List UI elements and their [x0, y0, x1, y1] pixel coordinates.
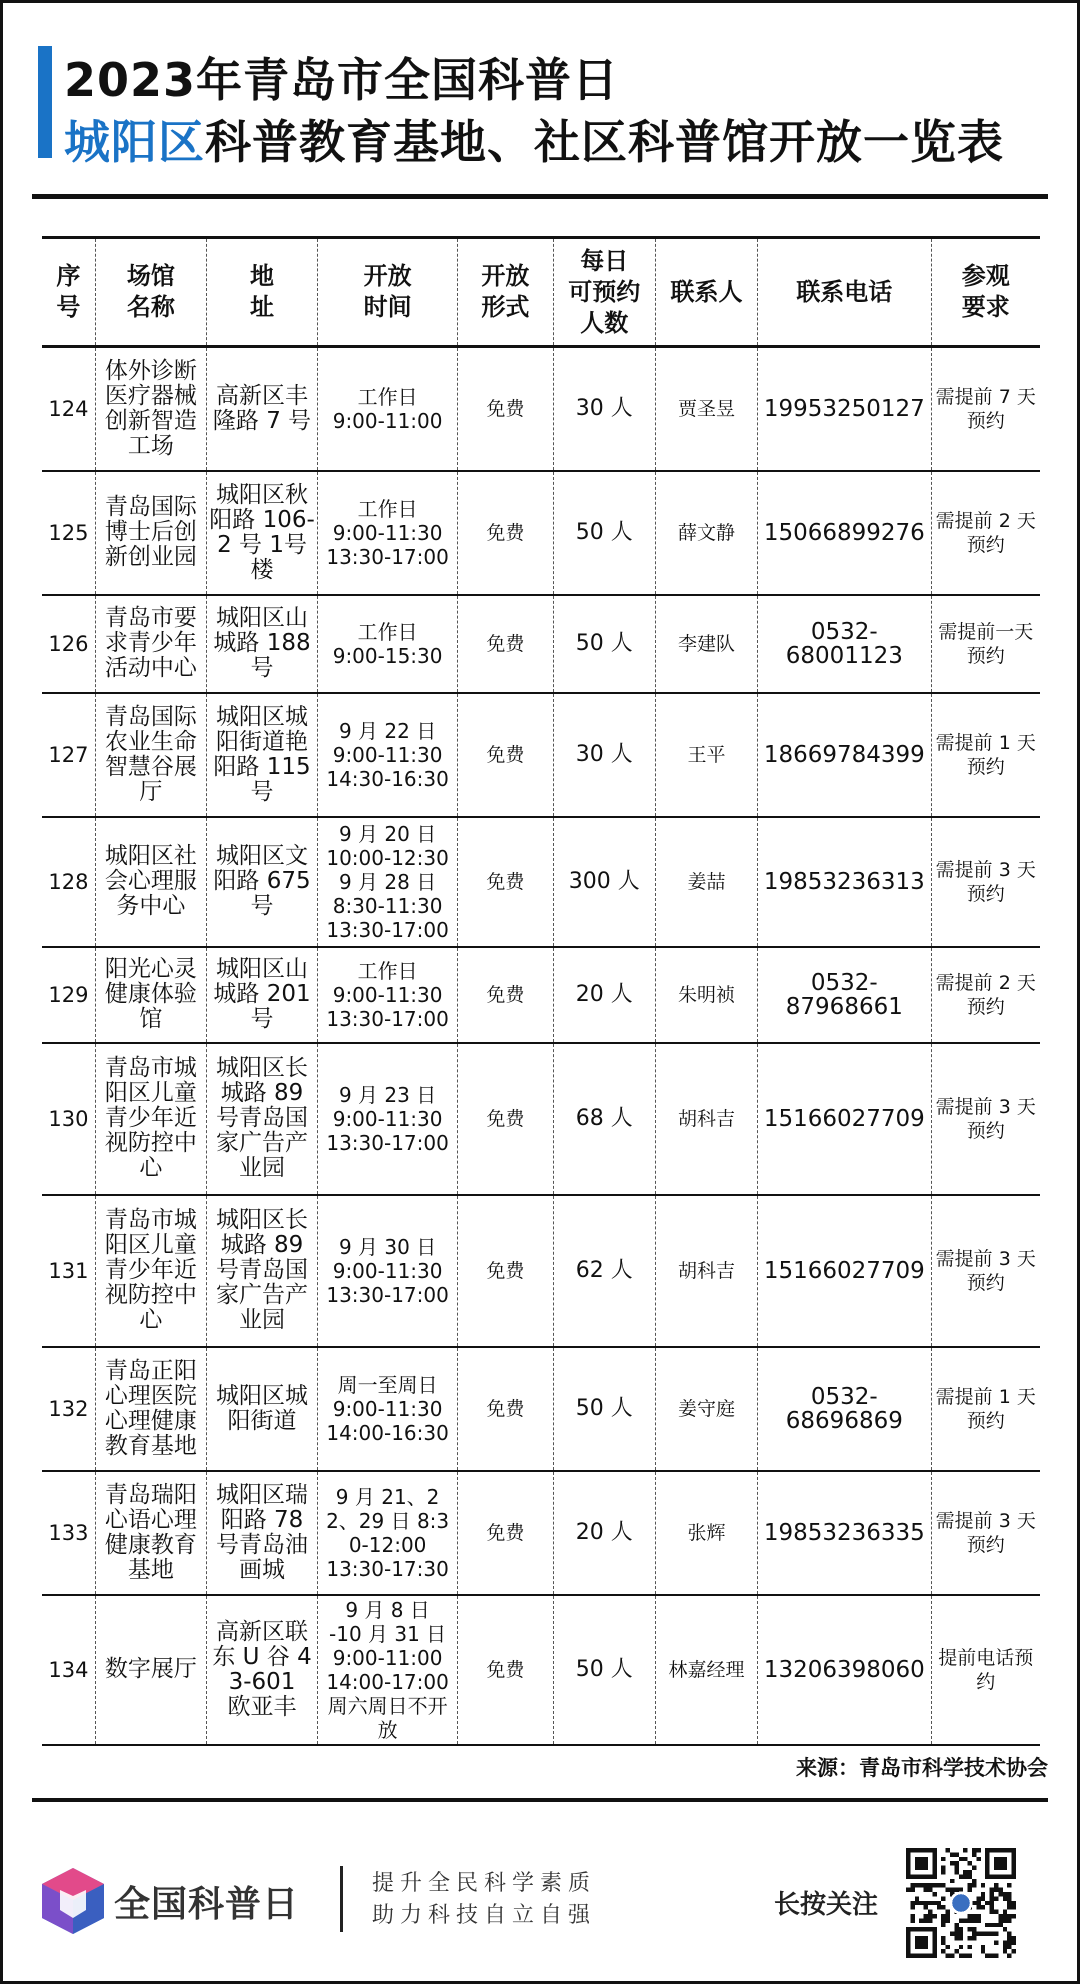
cell-address: 城阳区山城路 188 号 — [206, 595, 317, 693]
cell-no: 133 — [42, 1471, 95, 1595]
cell-address: 高新区丰隆路 7 号 — [206, 347, 317, 471]
column-header: 序 号 — [42, 238, 95, 347]
cell-no: 127 — [42, 693, 95, 817]
cell-name: 青岛市城阳区儿童青少年近视防控中心 — [95, 1043, 206, 1195]
source-note: 来源：青岛市科学技术协会 — [796, 1756, 1048, 1780]
cell-quota: 300 人 — [553, 817, 655, 947]
column-header: 联系人 — [655, 238, 757, 347]
cell-phone: 18669784399 — [758, 693, 931, 817]
cell-time: 9 月 30 日 9:00-11:30 13:30-17:00 — [318, 1195, 458, 1347]
column-header: 场馆 名称 — [95, 238, 206, 347]
cell-req: 需提前 3 天预约 — [931, 1043, 1040, 1195]
cell-name: 阳光心灵健康体验馆 — [95, 947, 206, 1043]
cell-mode: 免费 — [458, 1043, 554, 1195]
cell-quota: 20 人 — [553, 947, 655, 1043]
cell-name: 青岛正阳心理医院心理健康教育基地 — [95, 1347, 206, 1471]
table-row — [42, 947, 1040, 1043]
cell-time: 工作日 9:00-11:30 13:30-17:00 — [318, 947, 458, 1043]
cell-contact: 林嘉经理 — [655, 1595, 757, 1745]
cell-mode: 免费 — [458, 947, 554, 1043]
title-accent-bar — [38, 46, 52, 158]
cell-quota: 50 人 — [553, 1347, 655, 1471]
cell-contact: 贾圣昱 — [655, 347, 757, 471]
table-header-row — [42, 238, 1040, 347]
cell-time: 9 月 23 日 9:00-11:30 13:30-17:00 — [318, 1043, 458, 1195]
table-row — [42, 1195, 1040, 1347]
cell-phone: 19853236335 — [758, 1471, 931, 1595]
cell-address: 高新区联东 U 谷 43-601 欧亚丰 — [206, 1595, 317, 1745]
cell-address: 城阳区文阳路 675 号 — [206, 817, 317, 947]
cell-no: 129 — [42, 947, 95, 1043]
table-row — [42, 693, 1040, 817]
cell-time: 9 月 21、22、29 日 8:30-12:00 13:30-17:30 — [318, 1471, 458, 1595]
table-row — [42, 1595, 1040, 1745]
cell-time: 9 月 22 日 9:00-11:30 14:30-16:30 — [318, 693, 458, 817]
cell-mode: 免费 — [458, 595, 554, 693]
cell-phone: 15066899276 — [758, 471, 931, 595]
cell-quota: 68 人 — [553, 1043, 655, 1195]
cell-req: 提前电话预约 — [931, 1595, 1040, 1745]
cell-address: 城阳区山城路 201 号 — [206, 947, 317, 1043]
cell-quota: 50 人 — [553, 1595, 655, 1745]
cell-mode: 免费 — [458, 1195, 554, 1347]
page-title-line1: 2023年青岛市全国科普日 — [64, 53, 620, 107]
cell-quota: 50 人 — [553, 595, 655, 693]
cell-quota: 30 人 — [553, 693, 655, 817]
cell-time: 9 月 20 日 10:00-12:30 9 月 28 日 8:30-11:30 13:30-17:00 — [318, 817, 458, 947]
column-header: 开放 形式 — [458, 238, 554, 347]
cell-name: 青岛市要求青少年活动中心 — [95, 595, 206, 693]
cell-no: 130 — [42, 1043, 95, 1195]
cell-name: 青岛市城阳区儿童青少年近视防控中心 — [95, 1195, 206, 1347]
cell-address: 城阳区长城路 89 号青岛国家广告产业园 — [206, 1043, 317, 1195]
cell-no: 134 — [42, 1595, 95, 1745]
cell-contact: 李建队 — [655, 595, 757, 693]
bottom-divider — [32, 1798, 1048, 1802]
slogan — [372, 1868, 596, 1932]
cell-time: 工作日 9:00-15:30 — [318, 595, 458, 693]
title-district-highlight: 城阳区 — [64, 115, 205, 169]
cell-mode: 免费 — [458, 693, 554, 817]
cell-name: 青岛国际博士后创新创业园 — [95, 471, 206, 595]
cell-req: 需提前 3 天预约 — [931, 1471, 1040, 1595]
cell-req: 需提前 2 天预约 — [931, 947, 1040, 1043]
top-divider — [32, 194, 1048, 199]
cell-req: 需提前一天预约 — [931, 595, 1040, 693]
cell-contact: 胡科吉 — [655, 1195, 757, 1347]
cell-no: 131 — [42, 1195, 95, 1347]
column-header: 联系电话 — [758, 238, 931, 347]
cell-name: 青岛瑞阳心语心理健康教育基地 — [95, 1471, 206, 1595]
cell-req: 需提前 3 天预约 — [931, 1195, 1040, 1347]
cell-req: 需提前 3 天预约 — [931, 817, 1040, 947]
cell-contact: 张辉 — [655, 1471, 757, 1595]
title-line2-rest: 科普教育基地、社区科普馆开放一览表 — [205, 115, 1004, 169]
table-row — [42, 1471, 1040, 1595]
cell-mode: 免费 — [458, 1347, 554, 1471]
cell-contact: 姜守庭 — [655, 1347, 757, 1471]
cell-quota: 30 人 — [553, 347, 655, 471]
cell-contact: 胡科吉 — [655, 1043, 757, 1195]
cell-mode: 免费 — [458, 471, 554, 595]
cell-no: 128 — [42, 817, 95, 947]
cell-phone: 0532- 68696869 — [758, 1347, 931, 1471]
cell-phone: 19853236313 — [758, 817, 931, 947]
cell-phone: 19953250127 — [758, 347, 931, 471]
cell-time: 周一至周日 9:00-11:30 14:00-16:30 — [318, 1347, 458, 1471]
cell-req: 需提前 1 天预约 — [931, 693, 1040, 817]
cell-name: 体外诊断医疗器械创新智造工场 — [95, 347, 206, 471]
cell-contact: 薛文静 — [655, 471, 757, 595]
cell-name: 数字展厅 — [95, 1595, 206, 1745]
cell-contact: 朱明祯 — [655, 947, 757, 1043]
cell-mode: 免费 — [458, 817, 554, 947]
cell-no: 126 — [42, 595, 95, 693]
cell-time: 9 月 8 日 -10 月 31 日 9:00-11:00 14:00-17:00 周六周日不开放 — [318, 1595, 458, 1745]
cell-req: 需提前 7 天预约 — [931, 347, 1040, 471]
cell-phone: 15166027709 — [758, 1195, 931, 1347]
cell-quota: 20 人 — [553, 1471, 655, 1595]
cell-mode: 免费 — [458, 1595, 554, 1745]
cell-contact: 王平 — [655, 693, 757, 817]
cell-no: 125 — [42, 471, 95, 595]
cell-time: 工作日 9:00-11:30 13:30-17:00 — [318, 471, 458, 595]
cell-address: 城阳区城阳街道 — [206, 1347, 317, 1471]
slogan-line1: 提升全民科学素质 — [372, 1871, 597, 1896]
cell-mode: 免费 — [458, 1471, 554, 1595]
column-header: 开放 时间 — [318, 238, 458, 347]
logo-text: 全国科普日 — [114, 1884, 300, 1925]
cell-address: 城阳区秋阳路 106-2 号 1号楼 — [206, 471, 317, 595]
table-row — [42, 471, 1040, 595]
cell-req: 需提前 2 天预约 — [931, 471, 1040, 595]
cell-phone: 15166027709 — [758, 1043, 931, 1195]
cell-req: 需提前 1 天预约 — [931, 1347, 1040, 1471]
qr-code-icon[interactable] — [906, 1848, 1016, 1958]
cell-address: 城阳区瑞阳路 78 号青岛油画城 — [206, 1471, 317, 1595]
table-row — [42, 347, 1040, 471]
cell-phone: 13206398060 — [758, 1595, 931, 1745]
column-header: 地 址 — [206, 238, 317, 347]
table-row — [42, 1043, 1040, 1195]
cell-no: 124 — [42, 347, 95, 471]
table-row — [42, 817, 1040, 947]
cell-phone: 0532- 68001123 — [758, 595, 931, 693]
cell-contact: 姜喆 — [655, 817, 757, 947]
follow-prompt: 长按关注 — [774, 1890, 879, 1920]
cell-name: 青岛国际农业生命智慧谷展厅 — [95, 693, 206, 817]
table-row — [42, 1347, 1040, 1471]
cell-name: 城阳区社会心理服务中心 — [95, 817, 206, 947]
table-body — [42, 347, 1040, 1745]
cell-mode: 免费 — [458, 347, 554, 471]
cell-phone: 0532- 87968661 — [758, 947, 931, 1043]
cube-logo-icon — [40, 1866, 106, 1936]
cell-address: 城阳区城阳街道艳阳路 115 号 — [206, 693, 317, 817]
cell-address: 城阳区长城路 89 号青岛国家广告产业园 — [206, 1195, 317, 1347]
column-header: 每日 可预约 人数 — [553, 238, 655, 347]
cell-time: 工作日 9:00-11:00 — [318, 347, 458, 471]
slogan-line2: 助力科技自立自强 — [372, 1903, 597, 1928]
table-row — [42, 595, 1040, 693]
cell-no: 132 — [42, 1347, 95, 1471]
footer-separator — [340, 1866, 343, 1932]
venue-table — [42, 236, 1040, 1746]
cell-quota: 62 人 — [553, 1195, 655, 1347]
cell-quota: 50 人 — [553, 471, 655, 595]
column-header: 参观 要求 — [931, 238, 1040, 347]
page-title-line2 — [64, 106, 1004, 172]
